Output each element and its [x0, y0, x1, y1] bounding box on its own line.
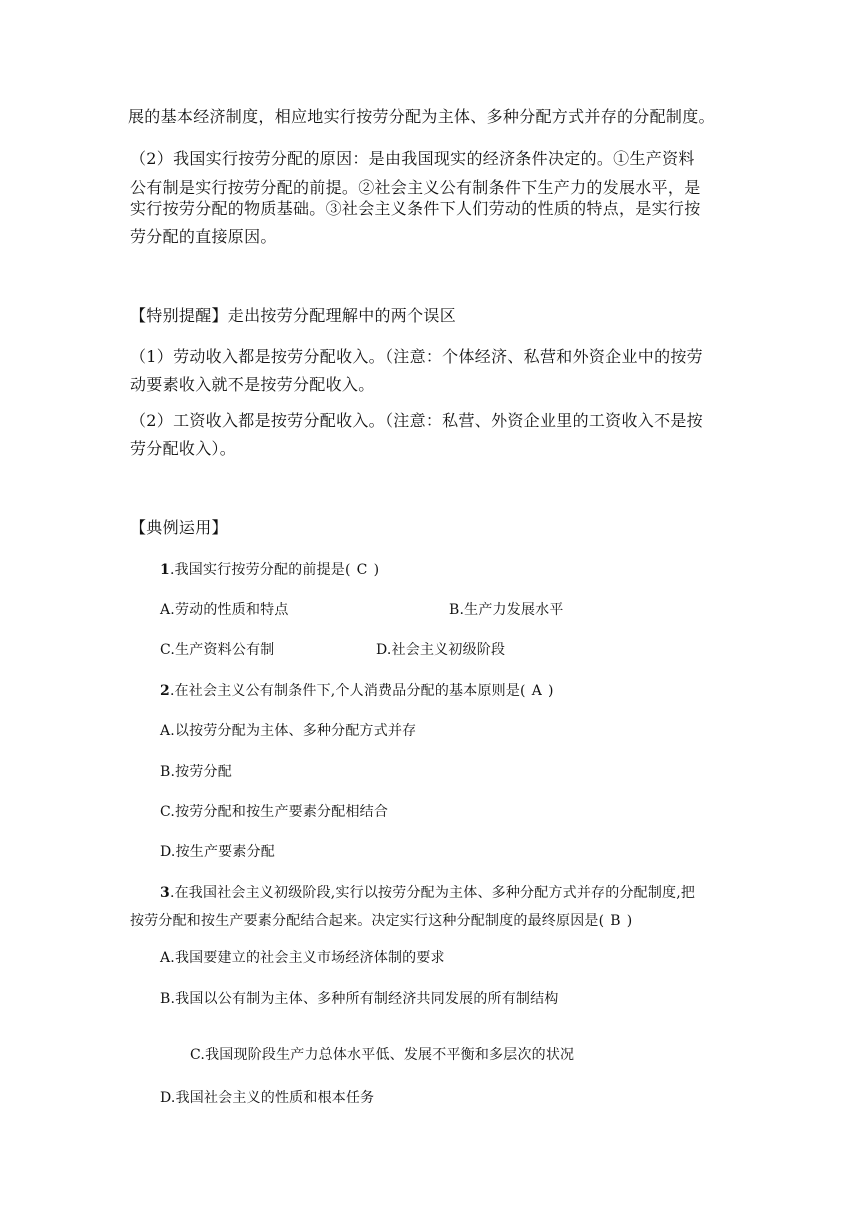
option-d: D.按生产要素分配: [160, 844, 275, 860]
option-b: B.我国以公有制为主体、多种所有制经济共同发展的所有制结构: [160, 991, 559, 1007]
reminder-item-line: （1）劳动收入都是按劳分配收入。（注意：个体经济、私营和外资企业中的按劳: [130, 347, 703, 366]
examples-heading: 【典例运用】: [130, 518, 228, 537]
option-b: B.生产力发展水平: [449, 602, 564, 618]
question-number: 1: [160, 562, 170, 578]
reminder-item-line: 动要素收入就不是按劳分配收入。: [130, 375, 375, 394]
question-close-paren: ): [548, 683, 554, 699]
option-c: C.生产资料公有制: [160, 642, 275, 658]
option-a: A.以按劳分配为主体、多种分配方式并存: [160, 723, 417, 739]
reason-paragraph-line: （2）我国实行按劳分配的原因：是由我国现实的经济条件决定的。①生产资料: [130, 149, 695, 168]
option-b: B.按劳分配: [160, 764, 232, 780]
reminder-heading: 【特别提醒】走出按劳分配理解中的两个误区: [130, 306, 457, 325]
question-answer: A: [531, 683, 543, 699]
option-c: C.按劳分配和按生产要素分配相结合: [160, 804, 389, 820]
option-d: D.我国社会主义的性质和根本任务: [160, 1090, 375, 1106]
question-close-paren: ): [373, 562, 380, 578]
option-a: A.劳动的性质和特点: [160, 602, 289, 618]
question-stem-text: 按劳分配和按生产要素分配结合起来。决定实行这种分配制度的最终原因是(: [130, 913, 605, 929]
option-a: A.我国要建立的社会主义市场经济体制的要求: [160, 950, 445, 966]
question-3-stem-line2: [130, 914, 632, 928]
question-1-stem: [160, 563, 379, 577]
question-stem-text: .在社会主义公有制条件下,个人消费品分配的基本原则是(: [169, 683, 526, 699]
question-answer: C: [356, 562, 368, 578]
question-close-paren: ): [626, 913, 633, 929]
reason-paragraph-line: 实行按劳分配的物质基础。③社会主义条件下人们劳动的性质的特点，是实行按: [130, 199, 701, 218]
reason-paragraph-line: 公有制是实行按劳分配的前提。②社会主义公有制条件下生产力的发展水平，是: [130, 178, 701, 197]
question-answer: B: [610, 913, 621, 929]
question-2-stem: [160, 684, 554, 698]
reminder-item-line: （2）工资收入都是按劳分配收入。（注意：私营、外资企业里的工资收入不是按: [130, 411, 703, 430]
question-number: 3: [160, 885, 170, 901]
question-number: 2: [160, 683, 170, 699]
question-stem-text: .我国实行按劳分配的前提是(: [169, 562, 351, 578]
option-c: C.我国现阶段生产力总体水平低、发展不平衡和多层次的状况: [190, 1047, 575, 1063]
reminder-item-line: 劳分配收入）。: [130, 439, 237, 458]
intro-line: 展的基本经济制度，相应地实行按劳分配为主体、多种分配方式并存的分配制度。: [128, 107, 715, 126]
option-d: D.社会主义初级阶段: [376, 642, 506, 658]
reason-paragraph-line: 劳分配的直接原因。: [130, 227, 277, 246]
question-stem-text: .在我国社会主义初级阶段,实行以按劳分配为主体、多种分配方式并存的分配制度,把: [169, 885, 696, 901]
question-3-stem-line1: [160, 886, 695, 900]
